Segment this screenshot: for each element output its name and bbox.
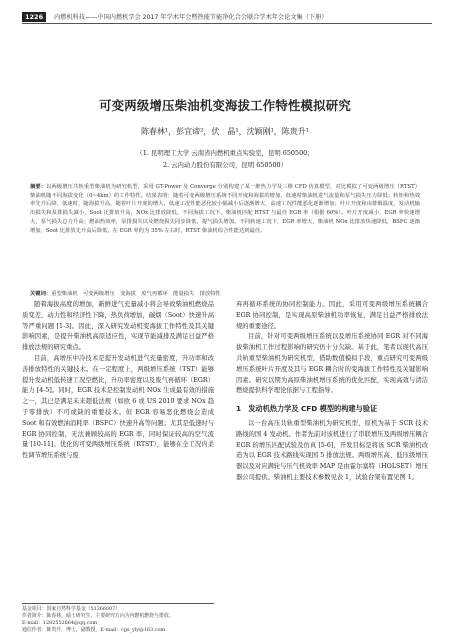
left-paragraph-1: 随着海拔高度的增加，新鲜进气充量减小将会导致柴油机燃烧品质变差，动力性和经济性下降，热负荷增加，碳烟（Soot）快速升高等严重问题 [1-3]。因此，深入研究发动机变海拔工作特性及其关键影响因素，是提升柴油机高原适应性，实现节能减排及满足日益严格排放法规的研究重点。 (22, 301, 214, 352)
paper-title: 可变两级增压柴油机变海拔工作特性模拟研究 (99, 98, 351, 113)
footnote (22, 603, 214, 634)
right-paragraph-1: 弃再循环系统的协同控制能力。因此，采用可变两级增压系统耦合 EGR 协同控制，是实现高原柴油机功率恢复，满足日益严格排放法规的重要途径。 (236, 301, 428, 330)
footnote-email: E-mail：1282552664@qq.com (22, 620, 98, 626)
affiliation-1: （1. 昆明理工大学 云南省内燃机重点实验室，昆明 650500； (136, 149, 314, 157)
abstract-label: 摘要： (30, 184, 47, 190)
left-paragraph-2: 目前，高增压中冷技术是提升发动机进气充量密度，升功率和改善排放特性的关键技术。在一定程度上，两级增压系统（TST）能够提升发动机低转速工况空燃比，升功率密度以及废气再循环（EGR）能力 [4-5]。同时，EGR 技术是控制发动机 NOx 生成最有效的措施之一，其已是满足未来超低法规（如欧 6 或 US 2010 要求 NOx 趋于零排放）不可或缺的重要技术。但 EGR 容易恶化燃烧会造成 Soot 和有效燃油消耗率（BSFC）快速升高等问题；尤其是低速时与 EGR 协同控制，无法兼顾较高的 EGR 率，同时保证较高的空气流量 [10-11]。优化的可变两级增压系统（RTST），能够在全工况内柔性调节增压系统与废 (22, 354, 214, 460)
left-column (22, 300, 214, 462)
footnote-author: 作者简介：陈春林，硕士研究生，主要研究方向为内燃机燃烧与排放。 (22, 613, 174, 619)
keywords (30, 289, 420, 297)
footnote-corresponding: 通信作者：陈贵升，博士，副教授。E-mail：cgs_yly@163.com (22, 627, 166, 633)
section-heading: 1 发动机热力学及 CFD 模型的构建与验证 (236, 404, 378, 414)
keywords-text: 重型柴油机 可变两级增压 变海拔 废气再循环 能量损失 排放特性 (51, 291, 221, 297)
footnote-funding: 基金项目：国家自然科学基金（51366007） (22, 606, 121, 612)
running-title: 内燃机科技——中国内燃机学会 2017 年学术年会暨热能节能净化合会联合学术年会论文集（下册） (54, 14, 328, 21)
authors: 陈春林¹，彭宜谛²，伏 晶¹，沈颖刚¹，陈贵升¹ (140, 127, 310, 136)
right-column (236, 300, 428, 484)
right-paragraph-2: 目前，针对可变两级增压系统以及增压系统协同 EGR 对不同海拔柴油机工作过程影响的研究仍十分欠缺。基于此，笔者以现代高压共轨重型柴油机为研究机型，借助数值模拟手段，重点研究可变两级增压系统叶片开度及其与 EGR 耦合时的变海拔工作特性及关键影响因素。研究以期为高原柴油机增压系统的优化匹配，实现高效与清洁燃烧提供科学理论依据与工程指导。 (236, 333, 428, 395)
page-number: 1226 (22, 12, 46, 22)
abstract-text: 以两级增压共轨重型柴油机为研究机型，采用 GT-Power 及 Converge 分别构建了某一维热力学及三维 CFD 仿真模型，对比模拟了可变两级增压（RTST）柴油机随不同海拔变化（0~4km）的工作特性。结果表明：随着可变两级增压系统不同开度和海拔的增加，低速时柴油机进气流量和泵气损失压力降低；转矩和热效率先升后降，低速时，随海拔升高，随着叶片开度的增大，低速工况性能恶化较小幅减小后逐渐增大，高速工况性能恶化逐渐增加；叶片开度和由排烟温度，发动机输出损失和泵排损失减小，Soot 比排放升高，NOx 比排放降低，不同海拔工况下，柴油机匹配 RTST 与最佳 EGR 率（根据 60%）。叶片开度减小，EGR 率快速增大，泵气损失总力升高；燃油热效率，泵排损失以及燃烧损失同步降低，提气损失增加。不同转速工况下，EGR 率增大，柴油机 NOx 比排放快速降低，BSFC 逐渐增加，Soot 比排放先升高后降低，在 EGR 率约为 35% 左右时，RTST 柴油机综合性能达到最佳。 (30, 184, 420, 234)
abstract (30, 183, 420, 235)
running-header (22, 10, 432, 24)
section-paragraph: 以一台高压共轨重型柴油机为研究机型，原机为基于 SCR 技术路线的国 4 发动机。作者先前对该机进行了串联增压及两级增压耦合 EGR 的增压匹配试验及仿真 [5-6]，开发目标是将该 SCR 柴油机改造为以 EGR 技术路线实现国 5 排放法规。两级增压高、低压级增压器以及对应满轮与压气机效率 MAP 是由霍尔塞特（HOLSET）增压器公司提供。柴油机主要技术参数见表 1，试验台架布置见图 1。 (236, 419, 429, 481)
affiliation-2: 2. 云内动力股份有限公司，昆明 650500） (162, 161, 288, 169)
keywords-label: 关键词： (30, 291, 52, 297)
